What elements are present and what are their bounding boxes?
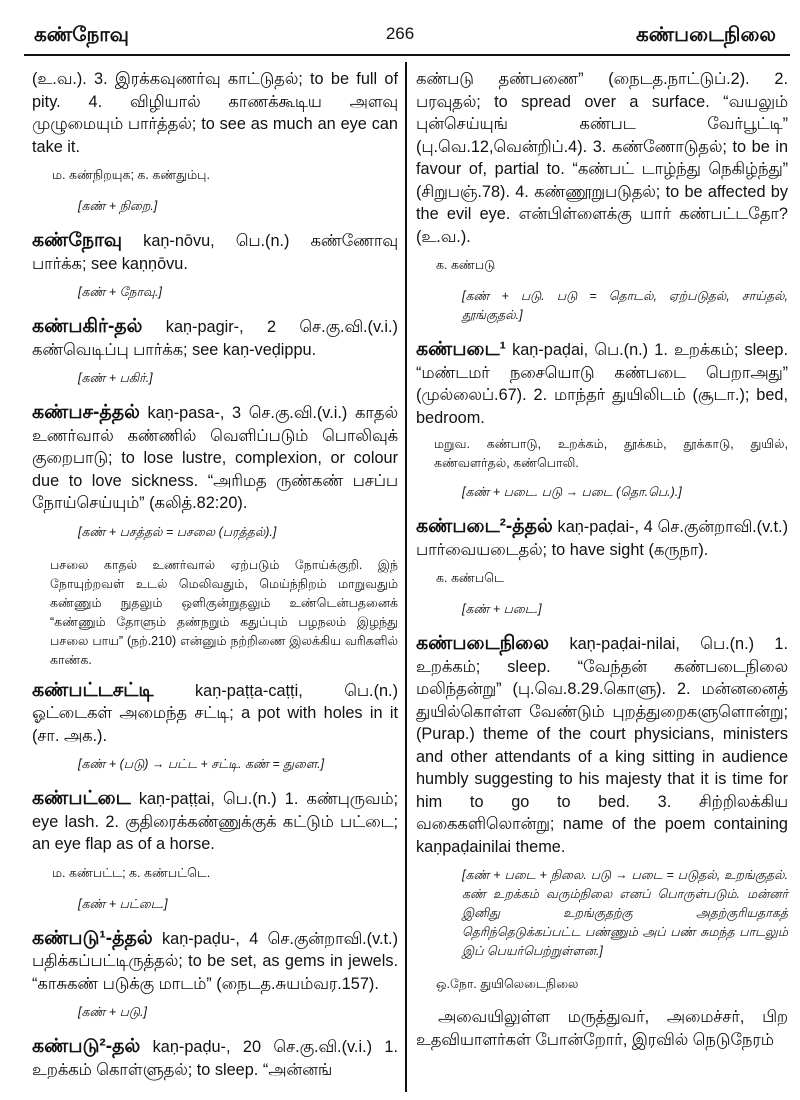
running-header bbox=[0, 22, 800, 52]
explanatory-paragraph: அவையிலுள்ள மருத்துவர், அமைச்சர், பிற உதவியாளர்கள் போன்றோர், இரவில் நெடுநேரம் bbox=[416, 1008, 788, 1049]
dictionary-entry bbox=[416, 339, 788, 429]
entry-continuation: கண்படு தண்பணை” (நைடத.நாட்டுப்.2). 2. பரவுதல்; to spread over a surface. “வயலும் புன்செய்யுங் கண்பட வேர்பூட்டி” (பு.வெ.12,வென்றிப்.4). 3. கண்ணோடுதல்; to be in favour of, partial to. “கண்பட் டாழ்ந்து நெகிழ்ந்து” (சிறுபஞ்.78). 4. கண்ணூறுபடுதல்; to be affected by the evil eye. என்பிள்ளைக்கு யார் கண்பட்டதோ? (உ.வ.). bbox=[416, 70, 788, 246]
entry-continuation: (உ.வ.). 3. இரக்கவுணர்வு காட்டுதல்; to be full of pity. 4. விழியால் காணக்கூடிய அளவு முழுமையும் பார்த்தல்; to see as much an eye can take it. bbox=[32, 70, 398, 156]
left-guide-word: கண்நோவு bbox=[34, 24, 129, 46]
headword: கண்பட்டசட்டி bbox=[32, 679, 154, 701]
headword: கண்படு²-தல் bbox=[32, 1036, 141, 1057]
entry-body: kaṇ-paṭṭai, பெ.(n.) 1. கண்புருவம்; eye lash. 2. குதிரைக்கண்ணுக்குக் கட்டும் பட்டை; an eye flap as of a horse. bbox=[32, 790, 398, 853]
etymology: [கண் + படு.] bbox=[78, 1005, 148, 1019]
dictionary-entry bbox=[416, 633, 788, 858]
dictionary-entry bbox=[32, 788, 398, 856]
left-column bbox=[32, 68, 398, 1087]
headword: கண்பச-த்தல் bbox=[32, 402, 140, 423]
headword: கண்படு¹-த்தல் bbox=[32, 927, 153, 949]
header-rule bbox=[24, 54, 790, 56]
dictionary-entry bbox=[32, 316, 398, 361]
entry-body: kaṇ-paḍu-, 20 செ.கு.வி.(v.i.) 1. உறக்கம் கொள்ளுதல்; to sleep. “அன்னங் bbox=[32, 1038, 398, 1079]
etymology: [கண் + படை. படு → படை (தொ.பெ.).] bbox=[462, 485, 682, 499]
entry-body: kaṇ-pasa-, 3 செ.கு.வி.(v.i.) காதல் உணர்வால் கண்ணில் வெளிப்படும் பொலிவுக் குறைபாடு; to lose lustre, complexion, or colour due to love sickness. “அரிமத ருண்கண் பசப்ப நோய்செய்யும்” (கலித்.82:20). bbox=[32, 404, 398, 512]
etymology: [கண் + படு. படு = தொடல், ஏற்படுதல், சாய்தல், தூங்குதல்.] bbox=[462, 289, 788, 322]
right-guide-word: கண்படைநிலை bbox=[635, 24, 776, 46]
entry-body: kaṇ-nōvu, பெ.(n.) கண்ணோவு பார்க்க; see kaṇṇōvu. bbox=[32, 232, 398, 273]
column-divider bbox=[405, 62, 407, 1092]
dictionary-entry bbox=[416, 516, 788, 561]
cognates: க. கண்படெ bbox=[436, 571, 504, 585]
synonyms-note: மறுவ. கண்பாடு, உறக்கம், தூக்கம், தூக்காடு, துயில், கண்வளர்தல், கண்பொலி. bbox=[434, 437, 788, 470]
headword: கண்படை¹ bbox=[416, 339, 506, 360]
etymology: [கண் + பகிர்.] bbox=[78, 371, 153, 385]
entry-body: kaṇ-pagir-, 2 செ.கு.வி.(v.i.) கண்வெடிப்பு பார்க்க; see kaṇ-veḍippu. bbox=[32, 318, 398, 359]
entry-body: kaṇ-paḍai-, 4 செ.குன்றாவி.(v.t.) பார்வையடைதல்; to have sight (கருநா). bbox=[416, 518, 788, 559]
dictionary-entry bbox=[32, 680, 398, 748]
page-number: 266 bbox=[385, 24, 415, 43]
entry-body: kaṇ-paḍai-nilai, பெ.(n.) 1. உறக்கம்; sleep. “வேந்தன் கண்படைநிலை மலிந்தன்று” (பு.வெ.8.29.கொளு). 2. மன்னனைத் துயில்கொள்ள வேண்டும் புறத்துறைகளுளொன்று; (Purap.) theme of the court physicians, ministers and other attendants of a king sitting in audience humbly suggesting to his majesty that it is time for him to go to bed. 3. சிற்றிலக்கிய வகைகளிலொன்று; name of the poem containing kaṇpaḍainilai theme. bbox=[416, 635, 788, 856]
dictionary-entry bbox=[32, 230, 398, 275]
dictionary-entry bbox=[32, 928, 398, 996]
etymology: [கண் + பட்டை.] bbox=[78, 896, 168, 911]
right-column bbox=[416, 68, 788, 1057]
entry-body: kaṇ-paṭṭa-caṭṭi, பெ.(n.) ஓட்டைகள் அமைந்த சட்டி; a pot with holes in it (சா. அக.). bbox=[32, 681, 398, 745]
headword: கண்நோவு bbox=[32, 230, 123, 251]
headword: கண்பட்டை bbox=[32, 788, 131, 809]
headword: கண்படை²-த்தல் bbox=[416, 516, 553, 537]
usage-note: பசலை காதல் உணர்வால் ஏற்படும் நோய்க்குறி. இந் நோயுற்றவள் உடல் மெலிவதும், மெய்ந்நிறம் மாறுவதும் கண்ணும் நுதலும் ஒளிகுன்றுதலும் உண்டென்பதனைக் “கண்ணும் தோளும் தண்நறும் கதுப்பும் பழநலம் இழந்து பசலை பாய” (நற்.210) என்னும் நற்றிணை இலக்கிய வரிகளில் காண்க. bbox=[50, 557, 398, 667]
compare-note: ஒ.நோ. துயிலெடைநிலை bbox=[436, 977, 579, 991]
etymology: [கண் + நோவு.] bbox=[78, 285, 162, 299]
headword: கண்பகிர்-தல் bbox=[32, 316, 143, 337]
headword: கண்படைநிலை bbox=[416, 633, 550, 654]
etymology: [கண் + (படு) → பட்ட + சட்டி. கண் = துளை.] bbox=[78, 757, 325, 771]
etymology: [கண் + நிறை.] bbox=[78, 199, 158, 213]
cognates: ம. கண்நிறயுக; க. கண்தும்பு. bbox=[52, 168, 210, 182]
cognates: ம. கண்பட்ட; க. கண்பட்டெ. bbox=[52, 865, 211, 880]
entry-body: kaṇ-paḍai, பெ.(n.) 1. உறக்கம்; sleep. “மண்டமர் நசையொடு கண்படை பெறாஅது” (முல்லைப்.67). 2. மாந்தர் துயிலிடம் (சூடா.); bed, bedroom. bbox=[416, 341, 788, 427]
etymology: [கண் + பசத்தல் = பசலை (பரத்தல்).] bbox=[78, 524, 277, 539]
entry-body: kaṇ-paḍu-, 4 செ.குன்றாவி.(v.t.) பதிக்கப்பட்டிருத்தல்; to be set, as gems in jewels. “காசுகண் படுக்கு மாடம்” (நைடத.சுயம்வர.157). bbox=[32, 929, 398, 993]
etymology: [கண் + படை.] bbox=[462, 602, 542, 616]
dictionary-entry bbox=[32, 1036, 398, 1081]
dictionary-entry bbox=[32, 402, 398, 515]
etymology: [கண் + படை + நிலை. படு → படை = படுதல், உறங்குதல். கண் உறக்கம் வரும்நிலை எனப் பொருள்படும். மன்னர் இனிது உறங்குதற்கு அதற்குரியதாகத் தெரிந்தெடுக்கப்பட்ட பண்ணும் அப் பண் சுமந்த பாடலும் இப் பெயர்பெற்றுள்ளன.] bbox=[462, 868, 788, 958]
cognates: க. கண்படு bbox=[436, 258, 496, 272]
